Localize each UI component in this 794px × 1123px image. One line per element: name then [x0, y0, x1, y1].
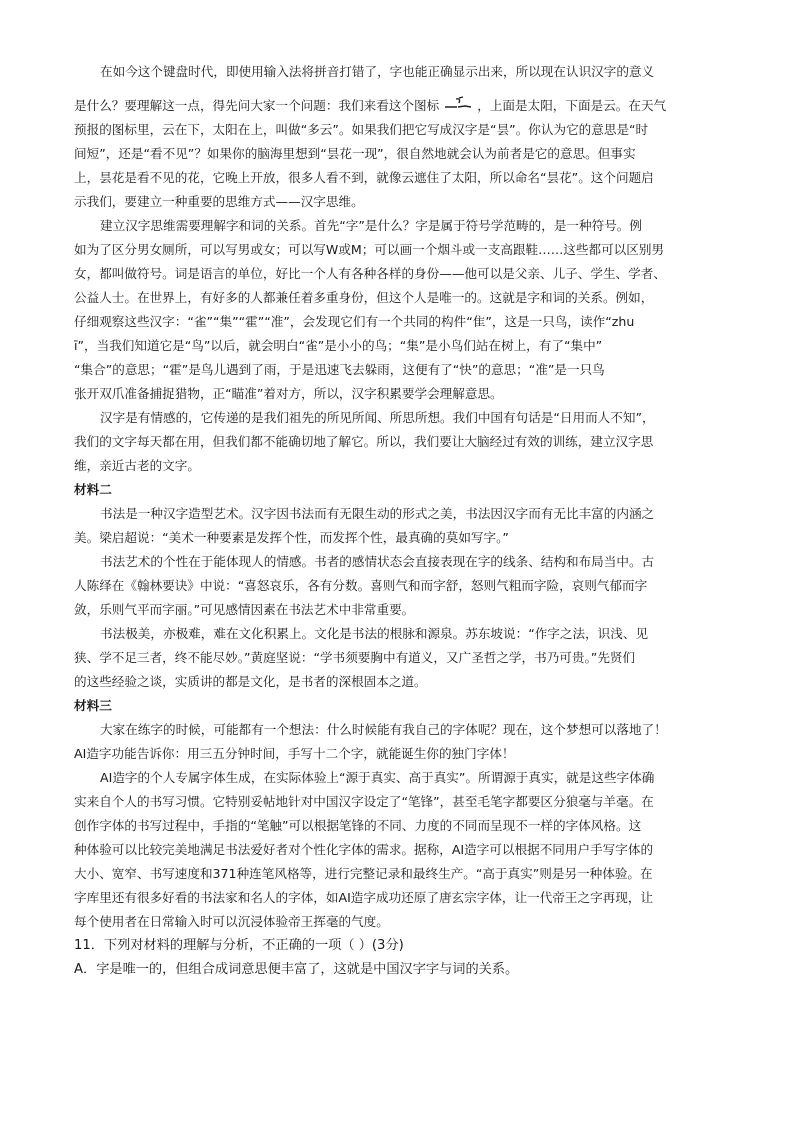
text-line: 我们的文字每天都在用，但我们都不能确切地了解它。所以，我们要让大脑经过有效的训练，建立汉字思	[74, 434, 654, 449]
question-stem: 11．下列对材料的理解与分析，不正确的一项（ ）(3分)	[74, 938, 404, 953]
question-option-a: A．字是唯一的，但组合成词意思便丰富了，这就是中国汉字字与词的关系。	[74, 962, 519, 977]
text-line: “集合”的意思；“霍”是鸟儿遇到了雨，于是迅速飞去躲雨，这便有了“快”的意思；“准”是一只鸟	[74, 362, 605, 377]
text-line: 书法艺术的个性在于能体现人的情感。书者的感情状态会直接表现在字的线条、结构和布局当中。古	[100, 554, 655, 569]
text-line: 汉字是有情感的，它传递的是我们祖先的所见所闻、所思所想。我们中国有句话是“日用而人不知”，	[100, 410, 655, 425]
text-line: 维，亲近古老的文字。	[74, 458, 200, 473]
text-line: 仔细观察这些汉字：“雀”“集”“霍”“准”，会发现它们有一个共同的构件“隹”，这是一只鸟，读作“zhu	[74, 314, 635, 329]
text-line: 公益人士。在世界上，有好多的人都兼任着多重身份，但这个人是唯一的。这就是字和词的关系。例如，	[74, 290, 654, 305]
text-line: 创作字体的书写过程中，手指的“笔触”可以根据笔锋的不同、力度的不同而呈现不一样的字体风格。这	[74, 818, 642, 833]
text-line: 狭、学不足三者，终不能尽妙。”黄庭坚说：“学书须要胸中有道义，又广圣哲之学，书乃可贵。”先贤们	[74, 650, 636, 665]
text-segment: 是什么？要理解这一点，得先问大家一个问题：我们来看这个图标	[74, 98, 440, 113]
text-line: 女，都叫做符号。词是语言的单位，好比一个人有各种各样的身份——他可以是父亲、儿子、学生、学者、	[74, 266, 666, 281]
section-heading: 材料三	[74, 698, 112, 713]
text-line: 如为了区分男女厕所，可以写男或女；可以写W或M；可以画一个烟斗或一支高跟鞋……这些都可以区别男	[74, 242, 665, 257]
text-line: 大家在练字的时候，可能都有一个想法：什么时候能有我自己的字体呢？现在，这个梦想可以落地了！	[100, 722, 667, 737]
section-heading: 材料二	[74, 482, 112, 497]
text-line: 人陈绎在《翰林要诀》中说：“喜怒哀乐，各有分数。喜则气和而字舒，怒则气粗而字险，哀则气郁而字	[74, 578, 648, 593]
text-line: 书法极美，亦极难，难在文化积累上。文化是书法的根脉和源泉。苏东坡说：“作字之法，识浅、见	[100, 626, 649, 641]
text-segment: ，上面是太阳，下面是云。在天气	[477, 98, 667, 113]
text-line: 在如今这个键盘时代，即使用输入法将拼音打错了，字也能正确显示出来，所以现在认识汉字的意义	[100, 64, 655, 79]
text-line: ī”，当我们知道它是“鸟”以后，就会明白“雀”是小小的鸟；“集”是小鸟们站在树上，有了“集中”	[74, 338, 603, 353]
text-line: 的这些经验之谈，实质讲的都是文化，是书者的深根固本之道。	[74, 674, 427, 689]
text-line: AI造字的个人专属字体生成，在实际体验上“源于真实、高于真实”。所谓源于真实，就是这些字体确	[100, 770, 655, 785]
text-line: AI造字功能告诉你：用三五分钟时间，手写十二个字，就能诞生你的独门字体！	[74, 746, 515, 761]
text-line: 美。梁启超说：“美术一种要素是发挥个性，而发挥个性，最真确的莫如写字。”	[74, 530, 509, 545]
text-line: 书法是一种汉字造型艺术。汉字因书法而有无限生动的形式之美，书法因汉字而有无比丰富的内涵之	[100, 506, 655, 521]
text-line: 大小、宽窄、书写速度和371种连笔风格等，进行完整记录和最终生产。“高于真实”则是另一种体验。在	[74, 866, 653, 881]
text-line: 间短”，还是“看不见”？如果你的脑海里想到“昙花一现”，很自然地就会认为前者是它的意思。但事实	[74, 146, 636, 161]
text-line: 建立汉字思维需要理解字和词的关系。首先“字”是什么？字是属于符号学范畴的，是一种符号。例	[100, 218, 642, 233]
document-page	[74, 60, 740, 982]
text-line: 敛，乐则气平而字丽。”可见感情因素在书法艺术中非常重要。	[74, 602, 415, 617]
text-line	[74, 94, 740, 118]
sun-cloud-icon	[443, 95, 473, 119]
text-line: 预报的图标里，云在下，太阳在上，叫做“多云”。如果我们把它写成汉字是“昙”。你认为它的意思是“时	[74, 122, 649, 137]
text-line: 每个使用者在日常输入时可以沉浸体验帝王挥毫的气度。	[74, 914, 389, 929]
text-line: 种体验可以比较完美地满足书法爱好者对个性化字体的需求。据称，AI造字可以根据不同用户手写字体的	[74, 842, 654, 857]
text-line: 示我们，要建立一种重要的思维方式——汉字思维。	[74, 194, 364, 209]
text-line: 实来自个人的书写习惯。它特别妥帖地针对中国汉字设定了“笔锋”，甚至毛笔字都要区分狼毫与羊毫。在	[74, 794, 654, 809]
text-line: 上，昙花是看不见的花，它晚上开放，很多人看不到，就像云遮住了太阳，所以命名“昙花”。这个问题启	[74, 170, 654, 185]
text-line: 字库里还有很多好看的书法家和名人的字体，如AI造字成功还原了唐玄宗字体，让一代帝王之字再现，让	[74, 890, 654, 905]
text-line: 张开双爪准备捕捉猎物，正“瞄准”着对方，所以，汉字积累要学会理解意思。	[74, 386, 503, 401]
